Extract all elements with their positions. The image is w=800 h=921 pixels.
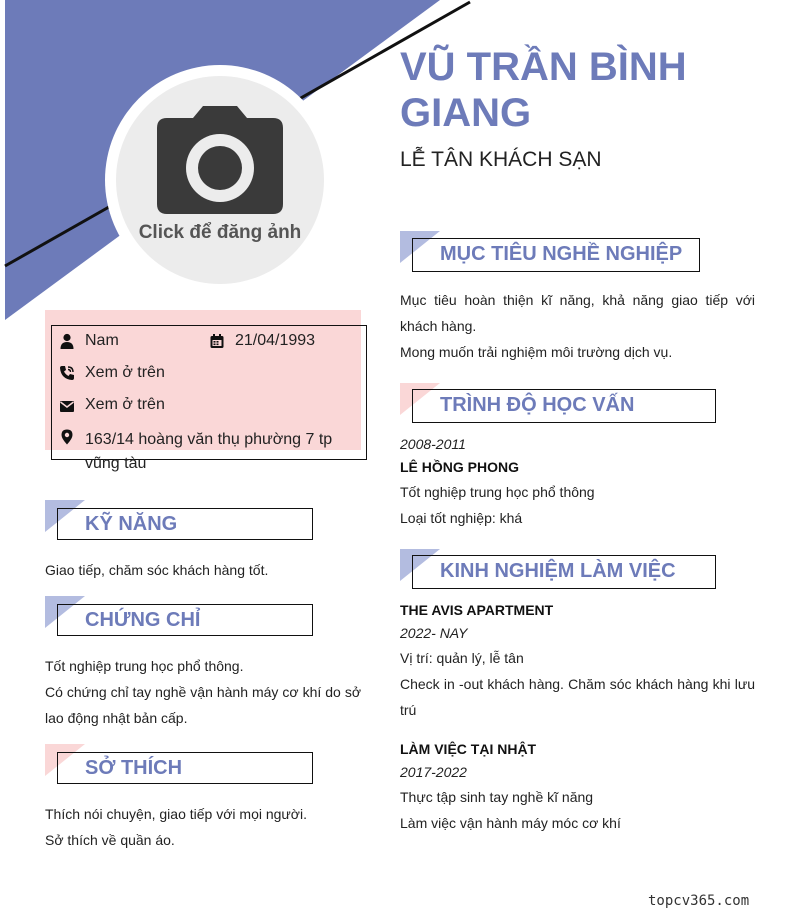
calendar-icon [209,333,225,349]
phone-value[interactable]: Xem ở trên [85,364,165,381]
education-title: TRÌNH ĐỘ HỌC VẤN [440,394,635,416]
education-line: Loại tốt nghiệp: khá [400,510,523,526]
footer-brand: topcv365.com [648,893,750,909]
hobbies-title: SỞ THÍCH [85,757,183,779]
job-detail-line: Vị trí: quản lý, lễ tân [400,650,524,666]
hobby-line: Sở thích về quần áo. [45,832,175,848]
camera-icon [155,104,285,216]
job-period: 2017-2022 [400,764,467,780]
experience-title: KINH NGHIỆM LÀM VIỆC [440,560,676,582]
company-name: LÀM VIỆC TẠI NHẬT [400,741,537,757]
job-detail-line: Thực tập sinh tay nghề kĩ năng [400,789,594,805]
school-name: LÊ HỒNG PHONG [400,459,520,475]
objective-line: Mục tiêu hoàn thiện kĩ năng, khả năng giao tiếp với khách hàng. [400,292,755,334]
education-period: 2008-2011 [400,436,466,452]
certificate-line: Có chứng chỉ tay nghề vận hành máy cơ khí do sở lao động nhật bản cấp. [45,684,361,726]
company-name: THE AVIS APARTMENT [400,602,554,618]
skills-title: KỸ NĂNG [85,513,178,535]
job-period: 2022- NAY [400,625,468,641]
hobby-line: Thích nói chuyện, giao tiếp với mọi người. [45,806,307,822]
certificate-line: Tốt nghiệp trung học phổ thông. [45,658,244,674]
address-value: 163/14 hoàng văn thụ phường 7 tp vũng tàu [85,431,333,472]
objective-line: Mong muốn trải nghiệm môi trường dịch vụ. [400,344,673,360]
skills-text: Giao tiếp, chăm sóc khách hàng tốt. [45,562,269,578]
job-detail-line: Làm việc vận hành máy móc cơ khí [400,815,621,831]
job-detail-line: Check in -out khách hàng. Chăm sóc khách hàng khi lưu trú [400,676,755,718]
certificates-title: CHỨNG CHỈ [85,609,201,631]
gender-value: Nam [85,332,119,349]
email-value[interactable]: Xem ở trên [85,396,165,413]
dob-value: 21/04/1993 [235,332,316,349]
objective-title: MỤC TIÊU NGHỀ NGHIỆP [440,243,683,265]
upload-photo-label[interactable]: Click để đăng ảnh [138,222,302,243]
email-icon [59,398,75,414]
education-line: Tốt nghiệp trung học phổ thông [400,484,595,500]
phone-icon [59,365,75,381]
location-icon [59,429,75,445]
person-icon [59,333,75,349]
job-title: LỄ TÂN KHÁCH SẠN [400,148,602,171]
candidate-name: VŨ TRẦN BÌNH GIANG [400,45,687,135]
